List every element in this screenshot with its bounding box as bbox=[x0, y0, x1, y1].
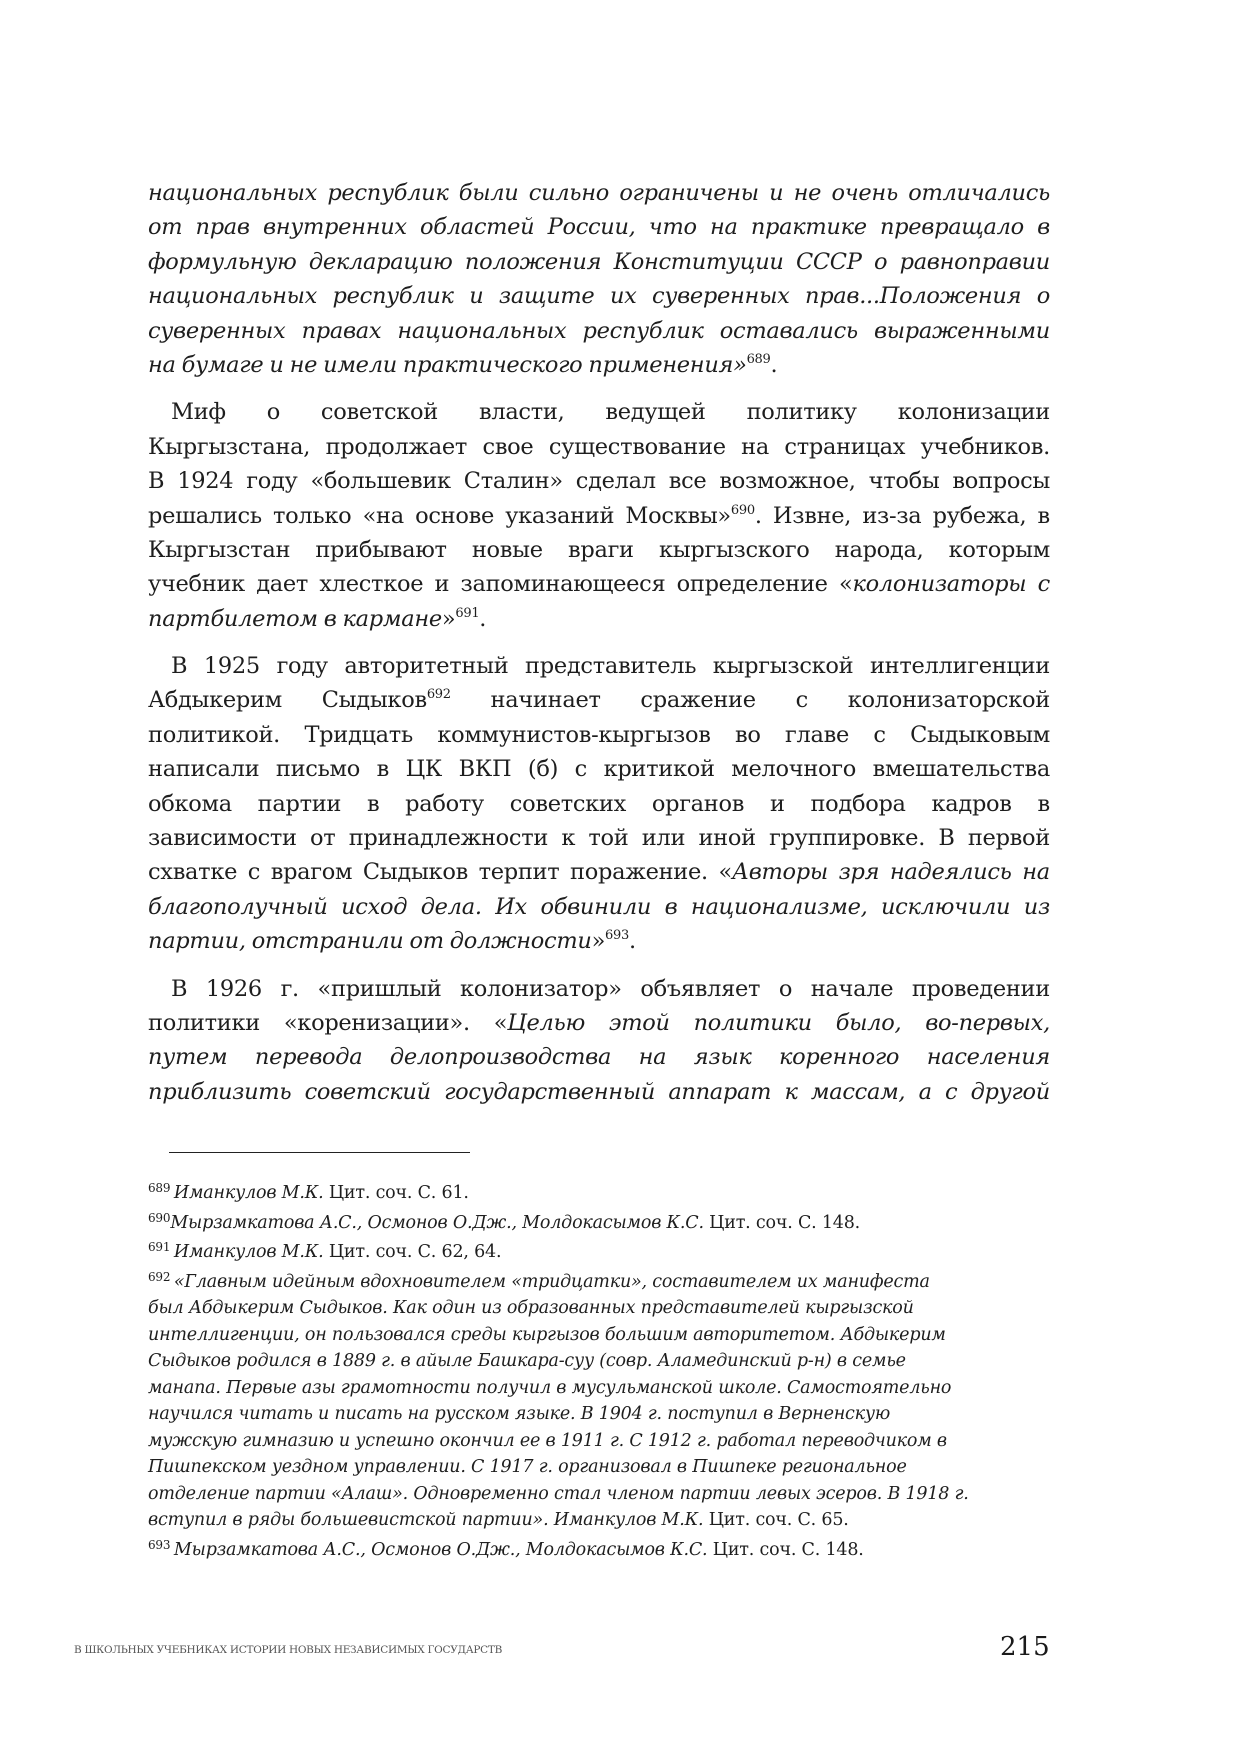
word: исход bbox=[341, 893, 408, 920]
word: положения bbox=[464, 248, 602, 275]
word: на bbox=[741, 433, 769, 460]
word: дела. bbox=[420, 893, 482, 920]
word: Тридцать bbox=[304, 721, 413, 748]
word: о bbox=[873, 248, 888, 275]
word: этой bbox=[608, 1009, 670, 1036]
footnote-line: мужскую гимназию и успешно окончил ее в 1911 г. С 1912 г. работал переводчиком в bbox=[148, 1430, 947, 1451]
word: советской bbox=[320, 399, 438, 426]
footnote-689: $^{689}$ Иманкулов М.К. Цит. соч. С. 61. bbox=[148, 1181, 469, 1203]
word: зря bbox=[838, 859, 880, 886]
word: дает bbox=[256, 571, 309, 598]
footnote-number: 693 bbox=[148, 1537, 174, 1552]
word: партии, bbox=[148, 928, 246, 955]
word: не bbox=[289, 351, 318, 378]
main-text bbox=[148, 176, 1050, 1109]
word: а bbox=[918, 1078, 932, 1105]
word: о bbox=[778, 975, 793, 1002]
word: на bbox=[1022, 859, 1050, 886]
word: делопроизводства bbox=[389, 1044, 612, 1071]
word: равноправии bbox=[899, 248, 1050, 275]
word: определение bbox=[676, 571, 828, 598]
word: областей bbox=[420, 214, 535, 241]
text-line bbox=[148, 924, 1050, 958]
word: Сыдыков bbox=[362, 859, 468, 886]
word: сделал bbox=[575, 468, 656, 495]
word: практике bbox=[750, 214, 867, 241]
word: суверенных bbox=[148, 317, 286, 344]
text-line bbox=[148, 176, 1050, 210]
footnotes bbox=[148, 1180, 1050, 1563]
word: прибывают bbox=[315, 536, 447, 563]
word: Извне, bbox=[772, 502, 852, 529]
word: о bbox=[1036, 283, 1050, 310]
word: правах bbox=[301, 317, 382, 344]
word: перевода bbox=[254, 1044, 363, 1071]
footnote-692: $^{692}$ «Главным идейным вдохновителем «тридцатки», составителем их манифеста bbox=[148, 1269, 930, 1292]
word: было, bbox=[835, 1009, 902, 1036]
word: обкома bbox=[148, 790, 232, 817]
word: на bbox=[148, 351, 176, 378]
word: партии bbox=[257, 790, 342, 817]
word: к bbox=[784, 1078, 798, 1105]
word: существование bbox=[548, 433, 726, 460]
footnote-ref[interactable]: 691 bbox=[455, 605, 480, 621]
word: государственный bbox=[444, 1078, 656, 1105]
word: о bbox=[266, 399, 280, 426]
word: схватке bbox=[148, 859, 238, 886]
word: вопросы bbox=[952, 468, 1050, 495]
word: Кыргызстана, bbox=[148, 433, 311, 460]
footnote-line: вступил в ряды большевистской партии». Иманкулов М.К. Цит. соч. С. 65. bbox=[148, 1510, 849, 1530]
word: национальных bbox=[148, 180, 318, 206]
word: превращало bbox=[879, 214, 1024, 241]
word: иной bbox=[698, 825, 756, 852]
text-line bbox=[148, 1006, 1050, 1040]
word: объявляет bbox=[640, 975, 761, 1002]
text-line bbox=[148, 855, 1050, 889]
footnote-number: 692 bbox=[148, 1269, 174, 1284]
word: практического bbox=[402, 351, 583, 378]
word: принадлежности bbox=[348, 825, 549, 852]
word: отстранили bbox=[251, 928, 404, 955]
word: кадров bbox=[931, 790, 1012, 817]
word: и bbox=[769, 180, 784, 206]
text-line bbox=[148, 314, 1050, 348]
word: должности»$^{693}$. bbox=[449, 928, 636, 955]
word: от bbox=[148, 214, 183, 241]
word: В bbox=[171, 975, 188, 1002]
word: Москвы»$^{690}$. bbox=[625, 502, 762, 529]
word: суверенных bbox=[652, 283, 790, 310]
word: бумаге bbox=[181, 351, 264, 378]
text-line bbox=[148, 1075, 1050, 1109]
word: критикой bbox=[603, 756, 715, 783]
word: власти, bbox=[478, 399, 565, 426]
word: коммунистов-кыргызов bbox=[437, 721, 711, 748]
text-line bbox=[148, 533, 1050, 567]
word: первой bbox=[967, 825, 1050, 852]
word: учебник bbox=[148, 571, 245, 598]
word: органов bbox=[651, 790, 745, 817]
word: В bbox=[171, 653, 188, 680]
word: Сыдыков$^{692}$ bbox=[321, 687, 451, 714]
word: 1926 bbox=[205, 975, 262, 1002]
word: году bbox=[276, 653, 328, 680]
text-line bbox=[148, 245, 1050, 279]
word: представитель bbox=[525, 653, 697, 680]
word: декларацию bbox=[308, 248, 453, 275]
footnote-ref[interactable]: 693 bbox=[605, 928, 629, 944]
footnote-number: 690 bbox=[148, 1210, 171, 1225]
word: работу bbox=[405, 790, 484, 817]
word: ВКП bbox=[458, 756, 512, 783]
word: с bbox=[574, 756, 587, 783]
word: из bbox=[1023, 893, 1050, 920]
word: решались bbox=[148, 502, 262, 529]
word: прав...Положения bbox=[805, 283, 1022, 310]
word: их bbox=[609, 283, 637, 310]
word: во bbox=[734, 721, 761, 748]
footnote-line: интеллигенции, он пользовался среды кыргызов большим авторитетом. Абдыкерим bbox=[148, 1324, 946, 1345]
word: благополучный bbox=[148, 893, 328, 920]
word: очень bbox=[831, 180, 898, 206]
footnote-line: Сыдыков родился в 1889 г. в айыле Башкара-суу (совр. Аламединский р-н) в семье bbox=[148, 1351, 906, 1371]
word: защите bbox=[498, 283, 595, 310]
text-line bbox=[148, 567, 1050, 601]
word: отличались bbox=[908, 180, 1050, 206]
word: написали bbox=[148, 756, 260, 783]
word: СССР bbox=[795, 248, 862, 275]
word: путем bbox=[148, 1044, 228, 1071]
word: начинает bbox=[490, 687, 601, 714]
word: «на bbox=[362, 502, 404, 529]
word: прав bbox=[195, 214, 250, 241]
word: надеялись bbox=[889, 859, 1012, 886]
word: в bbox=[1037, 502, 1050, 529]
text-line bbox=[148, 972, 1050, 1006]
word: 1924 bbox=[177, 468, 234, 495]
word: кармане»$^{691}$. bbox=[342, 605, 487, 632]
word: основе bbox=[415, 502, 494, 529]
word: той bbox=[588, 825, 629, 852]
word: от bbox=[409, 928, 444, 955]
word: В bbox=[148, 468, 165, 495]
word: мелочного bbox=[731, 756, 856, 783]
word: с bbox=[247, 859, 261, 886]
word: возможное, bbox=[719, 468, 856, 495]
word: Их bbox=[495, 893, 527, 920]
running-footer-title: В ШКОЛЬНЫХ УЧЕБНИКАХ ИСТОРИИ НОВЫХ НЕЗАВИСИМЫХ ГОСУДАРСТВ bbox=[74, 1644, 503, 1656]
word: «колонизаторы bbox=[838, 571, 1027, 598]
word: колонизаторской bbox=[847, 687, 1050, 714]
word: «Авторы bbox=[718, 859, 828, 886]
word: были bbox=[458, 180, 519, 206]
word: исключили bbox=[880, 893, 1011, 920]
text-line bbox=[148, 683, 1050, 717]
word: Абдыкерим bbox=[148, 687, 282, 714]
word: поражение. bbox=[570, 859, 708, 886]
text-line bbox=[148, 430, 1050, 464]
word: приблизить bbox=[148, 1078, 292, 1105]
word: выраженными bbox=[873, 317, 1050, 344]
word: все bbox=[668, 468, 707, 495]
word: другой bbox=[970, 1078, 1050, 1105]
word: не bbox=[793, 180, 822, 206]
word: внутренних bbox=[262, 214, 407, 241]
word: республик bbox=[582, 317, 704, 344]
word: советский bbox=[304, 1078, 431, 1105]
word: главе bbox=[785, 721, 849, 748]
text-line bbox=[148, 464, 1050, 498]
word: партбилетом bbox=[148, 605, 318, 632]
word: в bbox=[1037, 790, 1050, 817]
text-line bbox=[148, 279, 1050, 313]
word: терпит bbox=[478, 859, 560, 886]
word: 1925 bbox=[203, 653, 260, 680]
word: Сталин» bbox=[463, 468, 563, 495]
word: начале bbox=[810, 975, 894, 1002]
word: страницах bbox=[784, 433, 906, 460]
footnote-separator bbox=[169, 1152, 470, 1153]
word: г. bbox=[280, 975, 299, 1002]
word: враги bbox=[567, 536, 634, 563]
paragraph-gap bbox=[148, 636, 1050, 649]
word: или bbox=[641, 825, 686, 852]
word: и bbox=[769, 790, 785, 817]
word: колонизатор» bbox=[460, 975, 622, 1002]
word: Сыдыковым bbox=[910, 721, 1050, 748]
word: из-за bbox=[862, 502, 922, 529]
word: чтобы bbox=[868, 468, 940, 495]
word: политику bbox=[746, 399, 857, 426]
word: В bbox=[938, 825, 955, 852]
word: проведении bbox=[911, 975, 1050, 1002]
word: указаний bbox=[505, 502, 615, 529]
footnote-line: отделение партии «Алаш». Одновременно стал членом партии левых эсеров. В 1918 г. bbox=[148, 1483, 969, 1504]
word: политики bbox=[693, 1009, 812, 1036]
footnote-ref[interactable]: 689 bbox=[746, 351, 771, 367]
word: «большевик bbox=[310, 468, 451, 495]
footnote-ref[interactable]: 690 bbox=[730, 502, 755, 518]
word: Миф bbox=[171, 399, 226, 426]
word: национализме, bbox=[690, 893, 868, 920]
text-line bbox=[148, 787, 1050, 821]
text-line bbox=[148, 890, 1050, 924]
text-line bbox=[148, 210, 1050, 244]
word: подбора bbox=[810, 790, 906, 817]
text-line bbox=[148, 395, 1050, 429]
word: интеллигенции bbox=[869, 653, 1050, 680]
paragraph-gap bbox=[148, 959, 1050, 972]
word: колонизации bbox=[897, 399, 1050, 426]
word: республик bbox=[332, 283, 454, 310]
word: (б) bbox=[527, 756, 559, 783]
word: с bbox=[1037, 571, 1050, 598]
word: с bbox=[944, 1078, 958, 1105]
word: в bbox=[323, 605, 337, 632]
word: народа, bbox=[834, 536, 924, 563]
word: применения»$^{689}$. bbox=[588, 351, 778, 378]
word: продолжает bbox=[325, 433, 468, 460]
word: «пришлый bbox=[317, 975, 442, 1002]
word: сражение bbox=[640, 687, 756, 714]
footnote-number: 691 bbox=[148, 1240, 174, 1254]
word: группировке. bbox=[769, 825, 926, 852]
word: населения bbox=[926, 1044, 1050, 1071]
word: обвинили bbox=[540, 893, 652, 920]
footnote-690: $^{690}$Мырзамкатова А.С., Осмонов О.Дж., Молдокасымов К.С. Цит. соч. С. 148. bbox=[148, 1210, 861, 1233]
word: и bbox=[469, 283, 484, 310]
page-number: 215 bbox=[1000, 1632, 1050, 1662]
text-line bbox=[148, 821, 1050, 855]
word: только bbox=[273, 502, 352, 529]
footnote-line: был Абдыкерим Сыдыков. Как один из образованных представителей кыргызской bbox=[148, 1298, 914, 1318]
word: ограничены bbox=[619, 180, 759, 206]
word: во-первых, bbox=[925, 1009, 1050, 1036]
word: советских bbox=[509, 790, 627, 817]
text-line bbox=[148, 752, 1050, 786]
word: году bbox=[246, 468, 298, 495]
word: национальных bbox=[148, 283, 318, 310]
word: запоминающееся bbox=[460, 571, 666, 598]
word: России, bbox=[547, 214, 636, 241]
word: «коренизации». bbox=[283, 1009, 470, 1036]
word: хлесткое bbox=[319, 571, 424, 598]
word: в bbox=[376, 756, 389, 783]
word: авторитетный bbox=[344, 653, 509, 680]
word: новые bbox=[471, 536, 543, 563]
word: Кыргызстан bbox=[148, 536, 291, 563]
text-line bbox=[148, 1040, 1050, 1074]
word: зависимости bbox=[148, 825, 297, 852]
word: что bbox=[648, 214, 697, 241]
word: оставались bbox=[719, 317, 858, 344]
word: национальных bbox=[397, 317, 567, 344]
word: аппарат bbox=[668, 1078, 772, 1105]
word: и bbox=[269, 351, 284, 378]
text-line bbox=[148, 499, 1050, 533]
footnote-691: $^{691}$ Иманкулов М.К. Цит. соч. С. 62, 64. bbox=[148, 1240, 502, 1262]
word: в bbox=[664, 893, 678, 920]
word: ЦК bbox=[405, 756, 442, 783]
text-line bbox=[148, 348, 1050, 382]
word: которым bbox=[948, 536, 1050, 563]
footnote-693: $^{693}$ Мырзамкатова А.С., Осмонов О.Дж., Молдокасымов К.С. Цит. соч. С. 148. bbox=[148, 1537, 864, 1560]
footnote-line: Пишпекском уездном управлении. С 1917 г. организовал в Пишпеке региональное bbox=[148, 1457, 907, 1477]
word: формульную bbox=[148, 248, 297, 275]
word: кыргызской bbox=[712, 653, 854, 680]
word: кыргызского bbox=[658, 536, 810, 563]
word: Конституции bbox=[613, 248, 784, 275]
word: республик bbox=[327, 180, 449, 206]
word: вмешательства bbox=[872, 756, 1050, 783]
paragraph-gap bbox=[148, 382, 1050, 395]
word: язык bbox=[693, 1044, 752, 1071]
word: к bbox=[561, 825, 576, 852]
footnote-line: манапа. Первые азы грамотности получил в мусульманской школе. Самостоятельно bbox=[148, 1377, 952, 1398]
text-line bbox=[148, 718, 1050, 752]
word: на bbox=[638, 1044, 667, 1071]
word: с bbox=[795, 687, 808, 714]
word: «Целью bbox=[493, 1009, 585, 1036]
word: сильно bbox=[528, 180, 610, 206]
word: на bbox=[709, 214, 738, 241]
word: учебников. bbox=[920, 433, 1050, 460]
text-line bbox=[148, 602, 1050, 636]
word: ведущей bbox=[605, 399, 706, 426]
word: политики bbox=[148, 1009, 260, 1036]
footnote-ref[interactable]: 692 bbox=[426, 687, 451, 703]
word: массам, bbox=[810, 1078, 906, 1105]
word: и bbox=[434, 571, 450, 598]
word: свое bbox=[482, 433, 534, 460]
word: письмо bbox=[275, 756, 360, 783]
word: рубежа, bbox=[932, 502, 1027, 529]
footnote-line: научился читать и писать на русском языке. В 1904 г. поступил в Верненскую bbox=[148, 1404, 891, 1424]
word: в bbox=[366, 790, 380, 817]
word: врагом bbox=[270, 859, 353, 886]
footnote-number: 689 bbox=[148, 1181, 174, 1195]
word: в bbox=[1037, 214, 1050, 241]
word: имели bbox=[323, 351, 397, 378]
word: коренного bbox=[779, 1044, 900, 1071]
word: от bbox=[310, 825, 336, 852]
text-line bbox=[148, 649, 1050, 683]
word: политикой. bbox=[148, 721, 281, 748]
word: с bbox=[873, 721, 886, 748]
